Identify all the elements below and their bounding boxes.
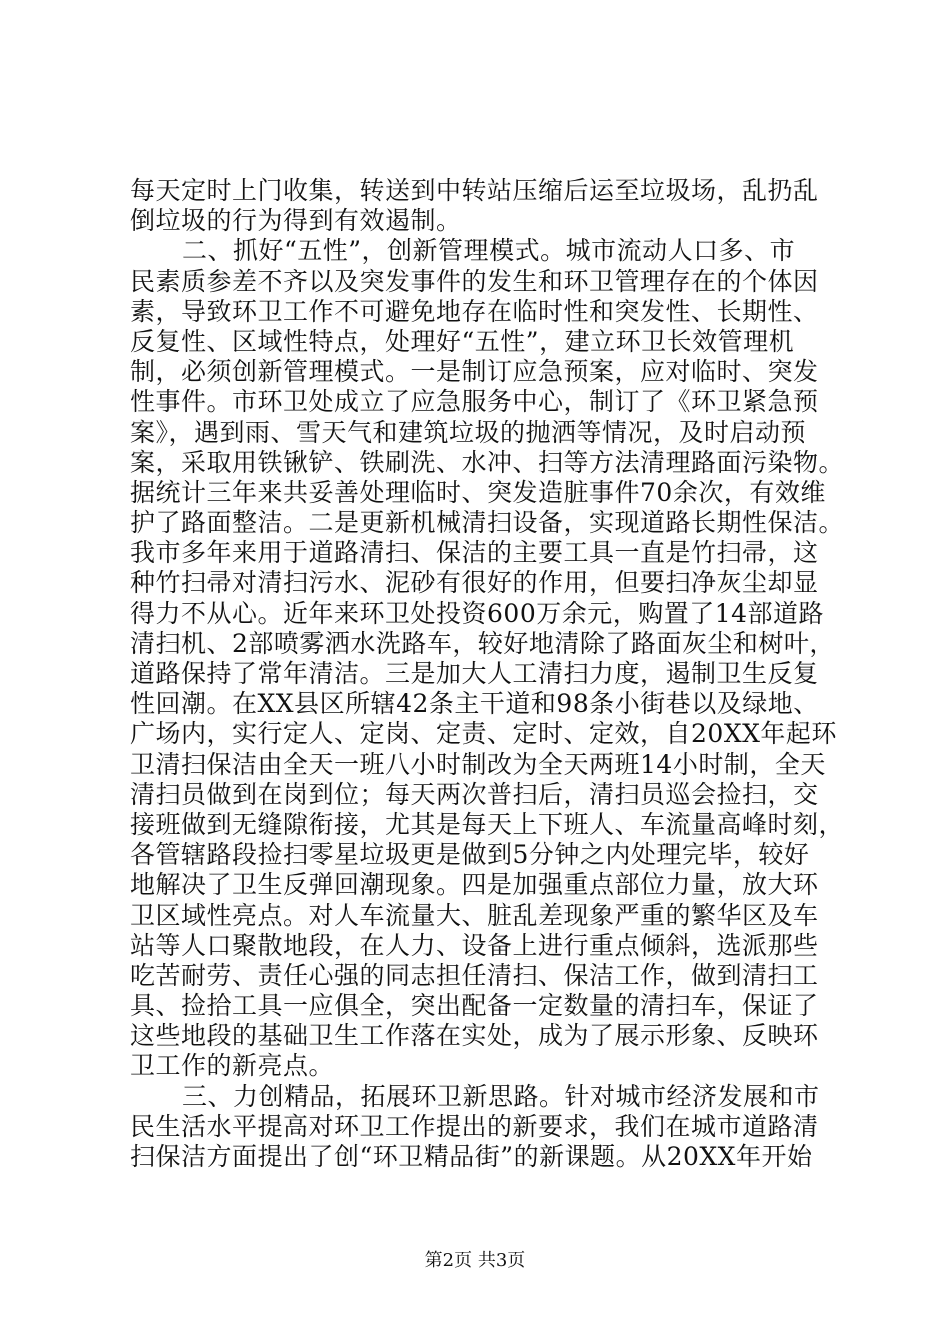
text-line: 清扫员做到在岗到位；每天两次普扫后，清扫员巡会捡扫，交 [130, 779, 819, 809]
text-line: 民素质参差不齐以及突发事件的发生和环卫管理存在的个体因 [130, 266, 819, 296]
text-line: 吃苦耐劳、责任心强的同志担任清扫、保洁工作，做到清扫工 [130, 960, 819, 990]
text-line: 道路保持了常年清洁。三是加大人工清扫力度，遏制卫生反复 [130, 659, 819, 688]
text-line: 扫保洁方面提出了创“环卫精品街”的新课题。从20XX年开始 [130, 1142, 813, 1171]
text-line: 站等人口聚散地段，在人力、设备上进行重点倾斜，选派那些 [130, 930, 819, 960]
body-text [130, 176, 845, 1172]
section-heading-line: 二、抓好“五性”，创新管理模式。城市流动人口多、市 [182, 236, 796, 266]
text-line: 案》，遇到雨、雪天气和建筑垃圾的抛洒等情况，及时启动预 [130, 417, 807, 447]
text-line: 性回潮。在XX县区所辖42条主干道和98条小街巷以及绿地、 [130, 689, 819, 719]
text-line: 卫清扫保洁由全天一班八小时制改为全天两班14小时制，全天 [130, 749, 826, 779]
text-line: 护了路面整洁。二是更新机械清扫设备，实现道路长期性保洁。 [130, 508, 845, 538]
text-line: 我市多年来用于道路清扫、保洁的主要工具一直是竹扫帚，这 [130, 538, 819, 568]
text-line: 每天定时上门收集，转送到中转站压缩后运至垃圾场，乱扔乱 [130, 176, 819, 205]
text-line: 得力不从心。近年来环卫处投资600万余元，购置了14部道路 [130, 598, 825, 628]
text-line: 种竹扫帚对清扫污水、泥砂有很好的作用，但要扫净灰尘却显 [130, 568, 819, 598]
text-line: 地解决了卫生反弹回潮现象。四是加强重点部位力量，放大环 [130, 870, 819, 900]
text-line: 性事件。市环卫处成立了应急服务中心，制订了《环卫紧急预 [130, 387, 819, 417]
text-line: 广场内，实行定人、定岗、定责、定时、定效，自20XX年起环 [130, 719, 837, 749]
text-line: 卫区域性亮点。对人车流量大、脏乱差现象严重的繁华区及车 [130, 900, 819, 930]
text-line: 卫工作的新亮点。 [130, 1051, 335, 1081]
text-line: 素，导致环卫工作不可避免地存在临时性和突发性、长期性、 [130, 296, 819, 326]
page-number-footer: 第2页 共3页 [424, 1250, 526, 1271]
text-line: 倒垃圾的行为得到有效遏制。 [130, 206, 462, 236]
text-line: 反复性、区域性特点，处理好“五性”，建立环卫长效管理机 [130, 326, 795, 356]
text-line: 清扫机、2部喷雾洒水洗路车，较好地清除了路面灰尘和树叶， [130, 628, 835, 658]
text-line: 据统计三年来共妥善处理临时、突发造脏事件70余次，有效维 [130, 477, 826, 507]
text-line: 各管辖路段捡扫零星垃圾更是做到5分钟之内处理完毕，较好 [130, 840, 810, 870]
text-line: 接班做到无缝隙衔接，尤其是每天上下班人、车流量高峰时刻， [130, 809, 845, 839]
text-line: 这些地段的基础卫生工作落在实处，成为了展示形象、反映环 [130, 1021, 819, 1051]
text-line: 民生活水平提高对环卫工作提出的新要求，我们在城市道路清 [130, 1111, 819, 1141]
text-line: 制，必须创新管理模式。一是制订应急预案，应对临时、突发 [130, 357, 819, 387]
section-heading-line: 三、力创精品，拓展环卫新思路。针对城市经济发展和市 [182, 1081, 820, 1111]
text-line: 案，采取用铁锹铲、铁刷洗、水冲、扫等方法清理路面污染物。 [130, 447, 845, 477]
text-line: 具、捡拾工具一应俱全，突出配备一定数量的清扫车，保证了 [130, 991, 819, 1021]
